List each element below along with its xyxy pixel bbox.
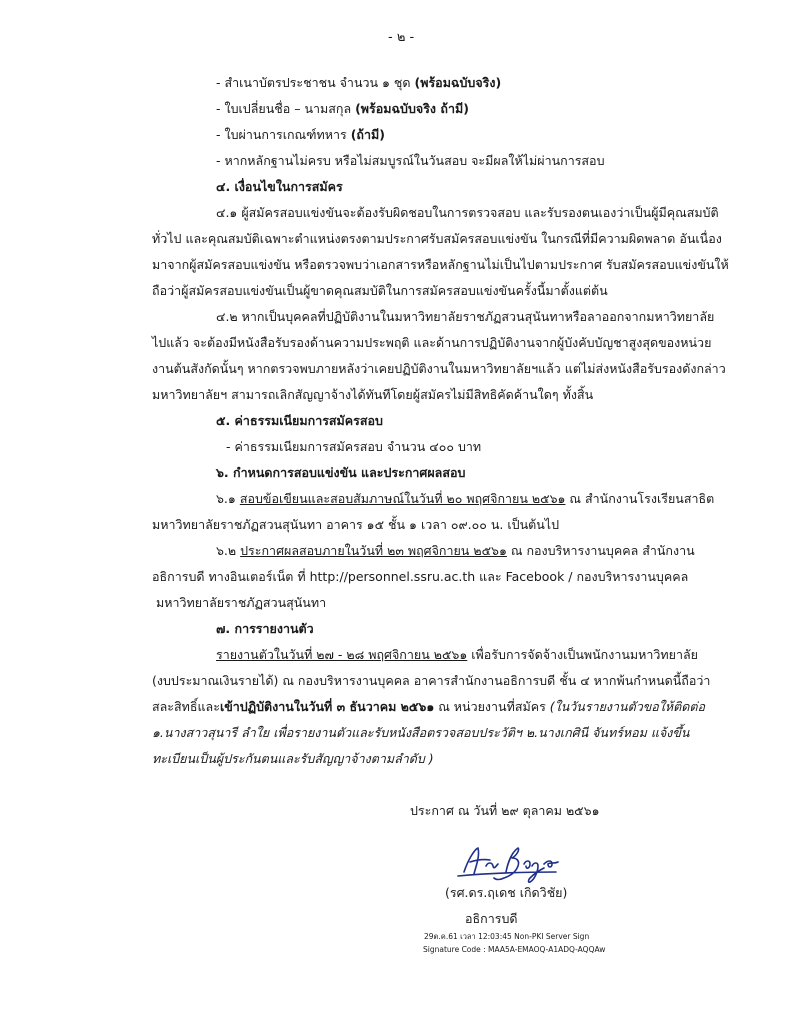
s4-p2-line1: ๔.๒ หากเป็นบุคคลที่ปฏิบัติงานในมหาวิทยาลัยราชภัฏสวนสุนันทาหรือลาออกจากมหาวิทยาลัย xyxy=(216,309,715,324)
s6-p2-line2: อธิการบดี ทางอินเตอร์เน็ต ที่ http://personnel.ssru.ac.th และ Facebook / กองบริหารงานบุคคล xyxy=(152,569,689,584)
signer-title: อธิการบดี xyxy=(465,911,518,926)
section-5-heading: ๕. ค่าธรรมเนียมการสมัครสอบ xyxy=(216,413,383,428)
s4-p1-line2: ทั่วไป และคุณสมบัติเฉพาะตำแหน่งตรงตามประกาศรับสมัครสอบแข่งขัน ในกรณีที่มีความผิดพลาด อันเนื่อง xyxy=(152,231,722,246)
section-7-heading: ๗. การรายงานตัว xyxy=(216,621,314,636)
doc-item-military: - ใบผ่านการเกณฑ์ทหาร (ถ้ามี) xyxy=(216,127,385,142)
s7-line3: สละสิทธิ์และเข้าปฏิบัติงานในวันที่ ๓ ธันวาคม ๒๕๖๑ ณ หน่วยงานที่สมัคร (ในวันรายงานตัวขอให้ติดต่อ xyxy=(152,699,705,714)
signer-name: (รศ.ดร.ฤเดช เกิดวิชัย) xyxy=(445,885,568,900)
handwritten-signature-icon xyxy=(430,842,630,887)
doc-item-id-card: - สำเนาบัตรประชาชน จำนวน ๑ ชุด (พร้อมฉบับจริง) xyxy=(216,75,502,90)
s6-p2-line1: ๖.๒ ประกาศผลสอบภายในวันที่ ๒๓ พฤศจิกายน ๒๕๖๑ ณ กองบริหารงานบุคคล สำนักงาน xyxy=(216,543,695,558)
page-number: - ๒ - xyxy=(388,30,415,45)
s7-line1: รายงานตัวในวันที่ ๒๗ - ๒๘ พฤศจิกายน ๒๕๖๑ เพื่อรับการจัดจ้างเป็นพนักงานมหาวิทยาลัย xyxy=(216,647,699,662)
s6-p1-line2: มหาวิทยาลัยราชภัฏสวนสุนันทา อาคาร ๑๕ ชั้น ๑ เวลา ๐๙.๐๐ น. เป็นต้นไป xyxy=(152,517,560,532)
s4-p1-line3: มาจากผู้สมัครสอบแข่งขัน หรือตรวจพบว่าเอกสารหรือหลักฐานไม่เป็นไปตามประกาศ รับสมัครสอบแข่งขันให้ xyxy=(152,257,729,272)
s6-p2-line3: มหาวิทยาลัยราชภัฏสวนสุนันทา xyxy=(156,595,327,610)
s5-fee-line: - ค่าธรรมเนียมการสมัครสอบ จำนวน ๔๐๐ บาท xyxy=(226,439,482,454)
s7-line4: ๑.นางสาวสุนารี ลำใย เพื่อรายงานตัวและรับหนังสือตรวจสอบประวัติฯ ๒.นางเกศินี จันทร์หอม แจ้งขึ้น xyxy=(152,725,690,740)
section-6-heading: ๖. กำหนดการสอบแข่งขัน และประกาศผลสอบ xyxy=(216,465,466,480)
s7-line2: (งบประมาณเงินรายได้) ณ กองบริหารงานบุคคล อาคารสำนักงานอธิการบดี ชั้น ๔ หากพ้นกำหนดนี้ถือว่า xyxy=(152,673,711,688)
e-sign-signature-code: Signature Code : MAA5A-EMAOQ-A1ADQ-AQQAw xyxy=(423,945,606,954)
s4-p2-line4: มหาวิทยาลัยฯ สามารถเลิกสัญญาจ้างได้ทันทีโดยผู้สมัครไม่มีสิทธิคัดค้านใดๆ ทั้งสิ้น xyxy=(152,387,594,402)
s4-p1-line4: ถือว่าผู้สมัครสอบแข่งขันเป็นผู้ขาดคุณสมบัติในการสมัครสอบแข่งขันครั้งนี้มาตั้งแต่ต้น xyxy=(152,283,608,298)
s7-line5: ทะเบียนเป็นผู้ประกันตนและรับสัญญาจ้างตามลำดับ ) xyxy=(152,751,434,766)
s4-p2-line3: งานต้นสังกัดนั้นๆ หากตรวจพบภายหลังว่าเคยปฏิบัติงานในมหาวิทยาลัยฯแล้ว แต่ไม่ส่งหนังสือรับรองดังกล่าว xyxy=(152,361,726,376)
signature-image xyxy=(430,842,630,887)
e-sign-timestamp: 29ต.ค.61 เวลา 12:03:45 Non-PKI Server Sign xyxy=(424,932,590,941)
s4-p2-line2: ไปแล้ว จะต้องมีหนังสือรับรองด้านความประพฤติ และด้านการปฏิบัติงานจากผู้บังคับบัญชาสูงสุดของหน่วย xyxy=(152,335,712,350)
s6-p1-line1: ๖.๑ สอบข้อเขียนและสอบสัมภาษณ์ในวันที่ ๒๐ พฤศจิกายน ๒๕๖๑ ณ สำนักงานโรงเรียนสาธิต xyxy=(216,491,715,506)
doc-item-incomplete-note: - หากหลักฐานไม่ครบ หรือไม่สมบูรณ์ในวันสอบ จะมีผลให้ไม่ผ่านการสอบ xyxy=(216,153,605,168)
announcement-date: ประกาศ ณ วันที่ ๒๙ ตุลาคม ๒๕๖๑ xyxy=(410,803,600,818)
s4-p1-line1: ๔.๑ ผู้สมัครสอบแข่งขันจะต้องรับผิดชอบในการตรวจสอบ และรับรองตนเองว่าเป็นผู้มีคุณสมบัติ xyxy=(216,205,719,220)
section-4-heading: ๔. เงื่อนไขในการสมัคร xyxy=(216,179,343,194)
doc-item-name-change: - ใบเปลี่ยนชื่อ – นามสกุล (พร้อมฉบับจริง ถ้ามี) xyxy=(216,101,469,116)
